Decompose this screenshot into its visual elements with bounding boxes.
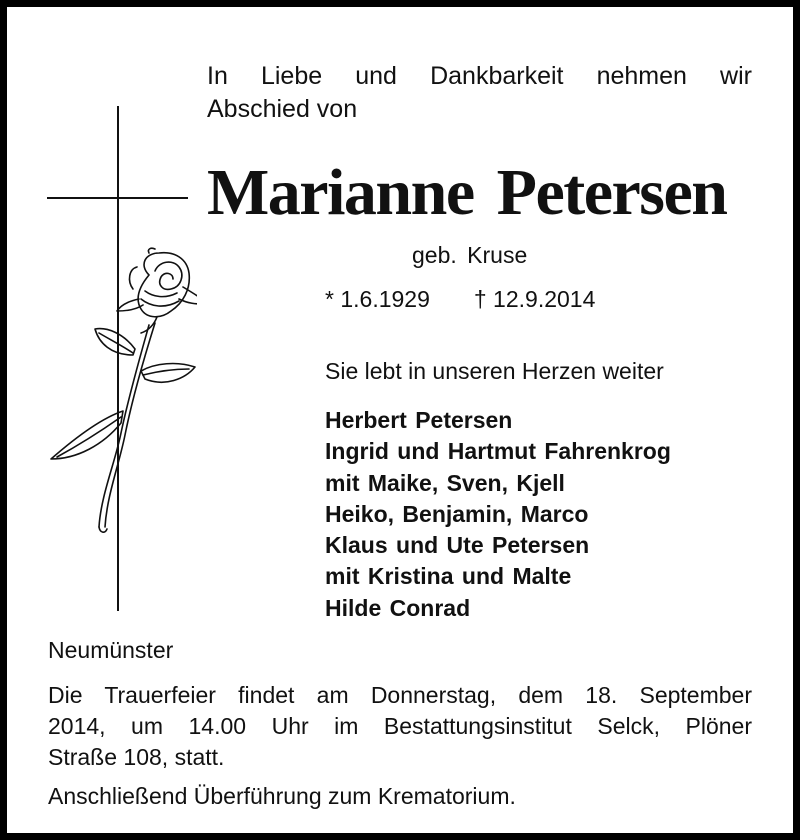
mourner-line: Hilde Conrad (325, 594, 471, 621)
death-date: † 12.9.2014 (473, 286, 596, 312)
motto: Sie lebt in unseren Herzen weiter (325, 358, 664, 384)
intro-text (207, 60, 752, 126)
mourners-list (325, 405, 671, 624)
intro-line-1: In Liebe und Dankbarkeit nehmen wir (207, 62, 752, 90)
deceased-name: Marianne Petersen (207, 156, 727, 229)
rose-icon (37, 245, 197, 545)
mourner-line: Ingrid und Hartmut Fahrenkrog (325, 438, 671, 465)
mourner-line: Klaus und Ute Petersen (325, 532, 590, 559)
ceremony-line: Straße 108, statt. (48, 744, 225, 770)
cross-icon-horizontal (47, 197, 188, 199)
intro-line-2: Abschied von (207, 95, 358, 123)
maiden-name: geb. Kruse (412, 242, 528, 268)
life-dates (325, 284, 595, 314)
mourner-line: Herbert Petersen (325, 407, 513, 433)
mourner-line: Heiko, Benjamin, Marco (325, 500, 589, 527)
mourner-line: mit Kristina und Malte (325, 563, 572, 590)
obituary-notice (7, 7, 793, 833)
birth-date: * 1.6.1929 (325, 286, 430, 312)
ceremony-line: Die Trauerfeier findet am Donnerstag, dem 18. September (48, 682, 752, 708)
transfer-info: Anschließend Überführung zum Krematorium. (48, 783, 516, 809)
mourner-line: mit Maike, Sven, Kjell (325, 469, 565, 496)
ceremony-info (48, 680, 752, 773)
place: Neumünster (48, 637, 174, 663)
ceremony-line: 2014, um 14.00 Uhr im Bestattungsinstitut Selck, Plöner (48, 713, 752, 739)
